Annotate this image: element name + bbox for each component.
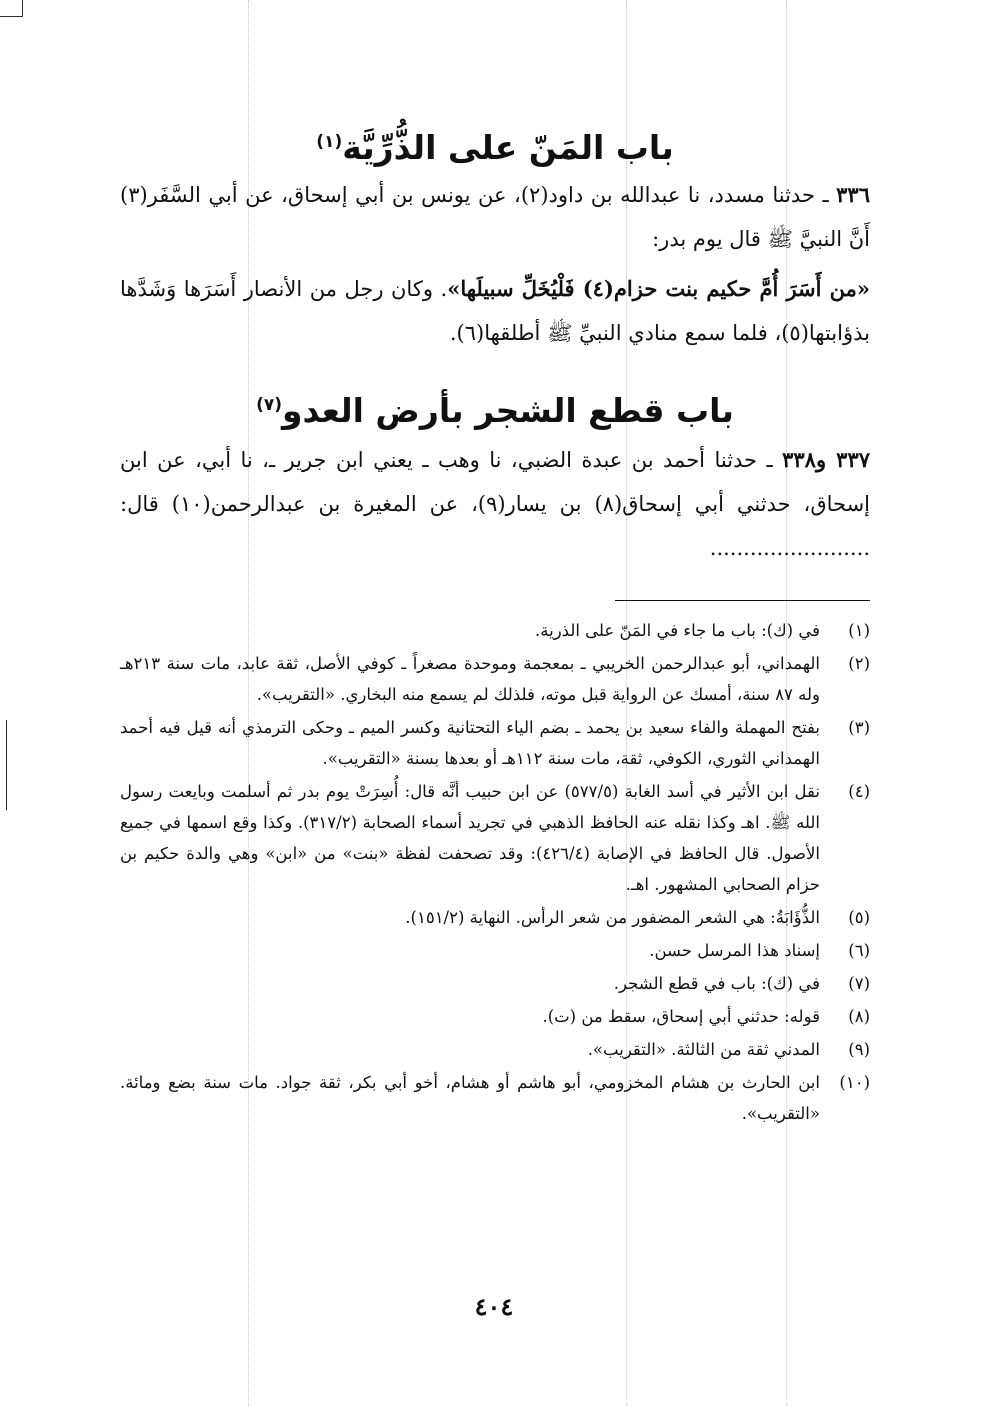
- footnote-number: (٧): [848, 974, 870, 993]
- footnote-number: (٢): [848, 654, 870, 673]
- footnote-5: [120, 902, 870, 933]
- footnote-6: [120, 935, 870, 966]
- hadith-text: . وكان رجل من الأنصار أَسَرَها وَشَدَّها بذؤابتها(٥)، فلما سمع منادي النبيِّ ﷺ أطلقها(٦).: [120, 277, 870, 345]
- prophet-quote: «من أَسَرَ أُمَّ حكيم بنت حزام(٤) فَلْيُخَلِّ سبيلَها»: [447, 276, 871, 301]
- section-heading-2: [120, 391, 870, 430]
- footnote-number: (٦): [848, 941, 870, 960]
- footnote-text: نقل ابن الأثير في أسد الغابة (٥٧٧/٥) عن ابن حبيب أنَّه قال: أُسِرَتْ يوم بدر ثم أسلمت وبايعت رسول الله ﷺ. اهـ وكذا نقله عنه الحافظ الذهبي في تجريد أسماء الصحابة (٣١٧/٢). وكذا وقع اسمها في جميع الأصول. قال الحافظ في الإصابة (٤٢٦/٤): وقد تصحفت لفظة «بنت» من «ابن» وهي والدة حكيم بن حزام الصحابي المشهور. اهـ.: [120, 782, 821, 894]
- footnote-text: بفتح المهملة والفاء سعيد بن يحمد ـ بضم الياء التحتانية وكسر الميم ـ وحكى الترمذي أنه قيل فيه أحمد الهمداني الثوري، الكوفي، ثقة، مات سنة ١١٢هـ أو بعدها بسنة «التقريب».: [120, 718, 820, 768]
- section-heading-1: [120, 128, 870, 167]
- footnote-text: الهمداني، أبو عبدالرحمن الخريبي ـ بمعجمة وموحدة مصغراً ـ كوفي الأصل، ثقة عابد، مات سنة ٢١٣هـ وله ٨٧ سنة، أمسك عن الرواية قبل موته، فلذلك لم يسمع منه البخاري. «التقريب».: [120, 654, 820, 704]
- footnote-number: (١): [848, 621, 870, 640]
- page-number: ٤٠٤: [474, 1292, 514, 1321]
- footnote-text: المدني ثقة من الثالثة. «التقريب».: [587, 1040, 820, 1059]
- footnote-2: [120, 648, 870, 710]
- footnotes: [120, 615, 870, 1129]
- footnote-separator: [615, 600, 870, 601]
- footnote-text: في (ك): باب في قطع الشجر.: [613, 974, 820, 993]
- footnote-number: (٥): [848, 908, 870, 927]
- hadith-336: [120, 173, 870, 261]
- footnote-10: [120, 1067, 870, 1129]
- scan-margin-mark: [6, 720, 7, 810]
- footnote-3: [120, 712, 870, 774]
- footnote-number: (٣): [848, 718, 870, 737]
- footnote-text: الذُّؤَابَةُ: هي الشعر المضفور من شعر الرأس. النهاية (١٥١/٢).: [405, 908, 820, 927]
- footnote-text: قوله: حدثني أبي إسحاق، سقط من (ت).: [542, 1007, 820, 1026]
- footnote-1: [120, 615, 870, 646]
- footnote-7: [120, 968, 870, 999]
- hadith-text: ـ حدثنا أحمد بن عبدة الضبي، نا وهب ـ يعني ابن جرير ـ، نا أبي، عن ابن إسحاق، حدثني أبي إسحاق(٨) بن يسار(٩)، عن المغيرة بن عبدالرحمن(١٠) قال: ........................: [120, 448, 871, 560]
- footnote-9: [120, 1034, 870, 1065]
- footnote-4: [120, 776, 870, 900]
- section-heading-1-text: باب المَنّ على الذُّرِّيَّة: [342, 128, 674, 167]
- hadith-number: ٣٣٧ و٣٣٨: [782, 447, 871, 472]
- hadith-337-338: [120, 438, 870, 570]
- footnote-number: (٤): [848, 782, 870, 801]
- hadith-336-continued: [120, 267, 870, 355]
- section-heading-2-text: باب قطع الشجر بأرض العدو: [282, 391, 734, 430]
- section-heading-2-note: (٧): [256, 395, 283, 415]
- scan-corner-mark: [0, 0, 23, 17]
- hadith-text: ـ حدثنا مسدد، نا عبدالله بن داود(٢)، عن يونس بن أبي إسحاق، عن أبي السَّفَر(٣) أَنَّ النبيَّ ﷺ قال يوم بدر:: [120, 183, 870, 251]
- footnote-8: [120, 1001, 870, 1032]
- footnote-text: إسناد هذا المرسل حسن.: [649, 941, 820, 960]
- footnote-number: (٩): [848, 1040, 870, 1059]
- footnote-text: في (ك): باب ما جاء في المَنّ على الذرية.: [535, 621, 820, 640]
- footnote-text: ابن الحارث بن هشام المخزومي، أبو هاشم أو هشام، أخو أبي بكر، ثقة جواد. مات سنة بضع ومائة. «التقريب».: [120, 1073, 820, 1123]
- page-body: [120, 100, 870, 1131]
- hadith-number: ٣٣٦: [836, 182, 870, 207]
- footnote-number: (١٠): [839, 1073, 870, 1092]
- footnote-number: (٨): [848, 1007, 870, 1026]
- section-heading-1-note: (١): [316, 132, 343, 152]
